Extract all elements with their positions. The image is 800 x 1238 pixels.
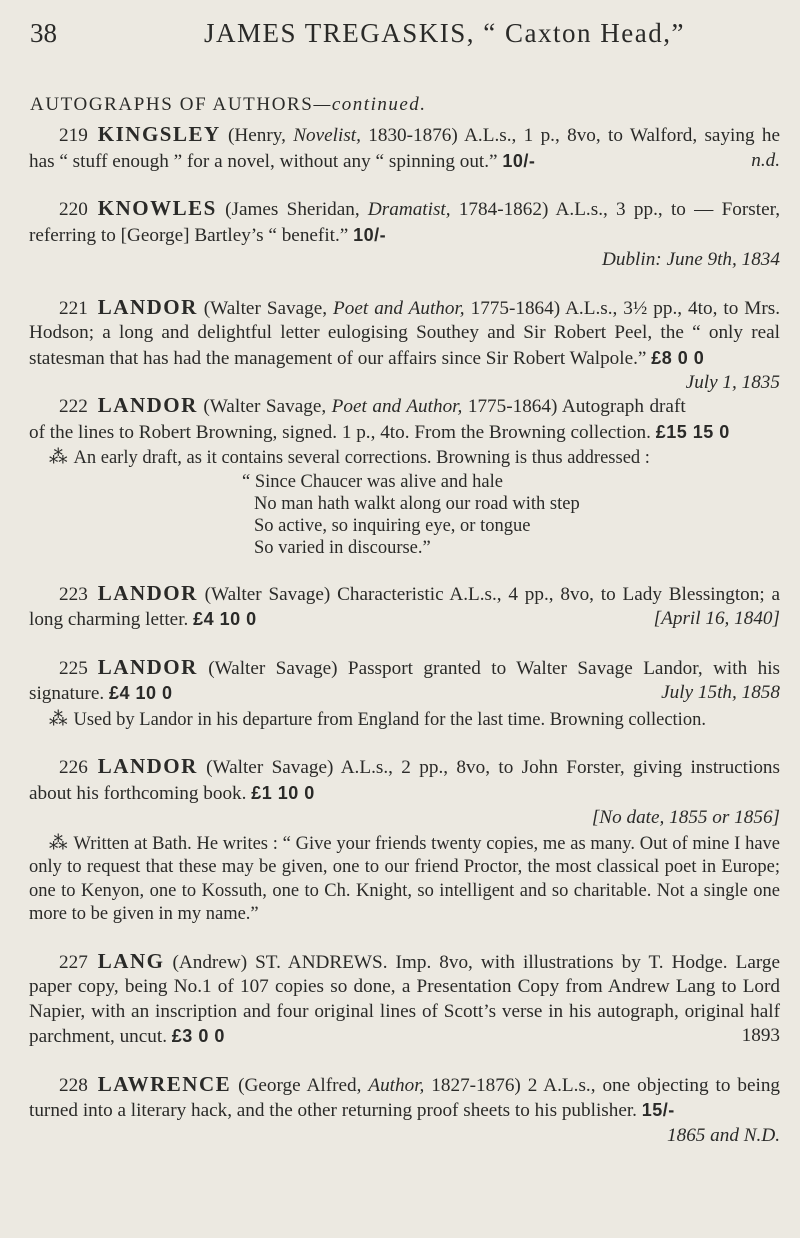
lot-number: 227 — [59, 951, 88, 973]
section-heading-text: AUTOGRAPHS OF AUTHORS — [30, 94, 314, 115]
author-role: Dramatist, — [367, 199, 451, 220]
section-heading — [30, 94, 427, 116]
lot-price: £4 10 0 — [108, 683, 173, 703]
lot-date: [No date, 1855 or 1856] — [591, 807, 780, 828]
note-text: Used by Landor in his departure from England for the last time. Browning collection. — [73, 709, 706, 730]
lot-note — [29, 833, 780, 927]
lot-note — [29, 709, 780, 733]
author-name: LANDOR — [97, 294, 198, 319]
section-continued: —continued. — [313, 94, 427, 115]
author-name: KNOWLES — [97, 196, 217, 220]
author-name: LANDOR — [97, 654, 198, 679]
lot-number: 219 — [59, 125, 88, 146]
author-name: LANG — [97, 948, 165, 973]
lot-price: £15 15 0 — [655, 421, 730, 442]
entry-text: 1775-1864) A.L.s., 3½ pp., 4to, to Mrs. Hodson; a long and delightful letter eulogising Southey and Sir Robert Peel, the “ only real statesman that has had the management of our affairs since Sir Robert Walpole.” — [29, 297, 780, 369]
lot-price: £4 10 0 — [193, 609, 257, 629]
author-name: LANDOR — [97, 754, 198, 778]
lot-date: 1893 — [741, 1025, 780, 1046]
author-name: LANDOR — [97, 580, 198, 605]
lot-entry — [29, 581, 780, 633]
lot-entry — [29, 294, 780, 393]
lot-number: 221 — [59, 297, 88, 319]
note-text: An early draft, as it contains several corrections. Browning is thus addressed : — [73, 448, 650, 468]
lot-date: 1865 and N.D. — [667, 1124, 780, 1146]
entry-text: 1830-1876) A.L.s., 1 p., 8vo, to Walford, saying he has “ stuff enough ” for a novel, without any “ spinning out.” — [29, 125, 781, 172]
lot-number: 228 — [59, 1074, 88, 1096]
lot-number: 220 — [59, 199, 88, 220]
lot-list — [29, 122, 780, 1148]
lot-entry — [29, 655, 780, 733]
verse-line: So varied in discourse.” — [254, 537, 431, 558]
entry-text: (Walter Savage, — [203, 396, 332, 417]
lot-number: 223 — [59, 583, 88, 605]
asterism-icon: ⁂ — [49, 448, 68, 468]
entry-text: (George Alfred, — [238, 1074, 369, 1096]
lot-entry — [29, 754, 780, 927]
lot-entry — [29, 393, 780, 559]
lot-entry — [29, 949, 780, 1050]
verse-line: No man hath walkt along our road with step — [254, 493, 580, 514]
author-role: Author, — [368, 1074, 425, 1096]
lot-date: July 15th, 1858 — [661, 682, 780, 703]
entry-text: (Walter Savage) Passport granted to Walter Savage Landor, with his signature. — [29, 657, 780, 704]
author-role: Poet and Author, — [333, 297, 465, 319]
lot-price: 10/- — [353, 224, 387, 245]
note-text: Written at Bath. He writes : “ Give your friends twenty copies, me as many. Out of mine I have only to request that these may be given, one to our friend Proctor, the most classical poet in Europe; one to Kenyon, one to Kossuth, one to Ch. Knight, so intelligent and so charitable. Not a single one more to be given in my name.” — [29, 833, 780, 924]
author-name: LANDOR — [97, 393, 198, 417]
entry-text: (Walter Savage) A.L.s., 2 pp., 8vo, to John Forster, giving instructions about his forthcoming book. — [29, 757, 780, 804]
asterism-icon: ⁂ — [49, 833, 68, 854]
lot-price: £8 0 0 — [651, 347, 705, 368]
author-name: LAWRENCE — [97, 1071, 232, 1096]
lot-date: [April 16, 1840] — [653, 608, 780, 629]
lot-price: £3 0 0 — [171, 1026, 225, 1046]
entry-text: 1827-1876) 2 A.L.s., one objecting to being turned into a literary hack, and the other returning proof sheets to his publisher. — [29, 1074, 781, 1121]
lot-number: 226 — [59, 757, 88, 778]
verse-line: So active, so inquiring eye, or tongue — [254, 515, 531, 536]
lot-date: n.d. — [751, 149, 780, 171]
entry-text: (Henry, — [228, 125, 294, 146]
running-head — [30, 14, 780, 50]
lot-number: 225 — [59, 657, 88, 679]
author-role: Poet and Author, — [331, 396, 463, 417]
entry-text: (Andrew) ST. ANDREWS. Imp. 8vo, with illustrations by T. Hodge. Large paper copy, being No.1 of 107 copies so done, a Presentation Copy from Andrew Lang to Lord Napier, with an inscription and four original lines of Scott’s verse in his autograph, original half parchment, uncut. — [29, 951, 781, 1047]
entry-text: 1784-1862) A.L.s., 3 pp., to — Forster, referring to [George] Bartley’s “ benefit.” — [29, 199, 781, 246]
quoted-verse — [29, 471, 780, 559]
lot-number: 222 — [59, 396, 88, 417]
author-role: Novelist, — [293, 125, 361, 146]
author-name: KINGSLEY — [97, 122, 221, 146]
lot-date: July 1, 1835 — [685, 372, 780, 393]
lot-entry — [29, 1071, 781, 1146]
lot-price: 15/- — [641, 1100, 675, 1120]
entry-text: (Walter Savage) Characteristic A.L.s., 4 pp., 8vo, to Lady Blessington; a long charming letter. — [29, 583, 781, 630]
asterism-icon: ⁂ — [49, 709, 68, 730]
lot-price: 10/- — [502, 150, 536, 171]
lot-date: Dublin: June 9th, 1834 — [602, 249, 780, 270]
lot-entry — [29, 196, 780, 273]
lot-note — [29, 447, 780, 471]
entry-text: (Walter Savage, — [203, 297, 334, 319]
page-number: 38 — [30, 18, 57, 48]
entry-text: (James Sheridan, — [225, 199, 368, 220]
lot-entry — [29, 122, 780, 174]
entry-text: 1775-1864) Autograph draft of the lines to Robert Browning, signed. 1 p., 4to. From the Browning collection. — [29, 396, 686, 443]
verse-line: “ Since Chaucer was alive and hale — [242, 471, 503, 492]
lot-price: £1 10 0 — [251, 782, 315, 803]
running-title: JAMES TREGASKIS, “ Caxton Head,” — [204, 18, 685, 48]
